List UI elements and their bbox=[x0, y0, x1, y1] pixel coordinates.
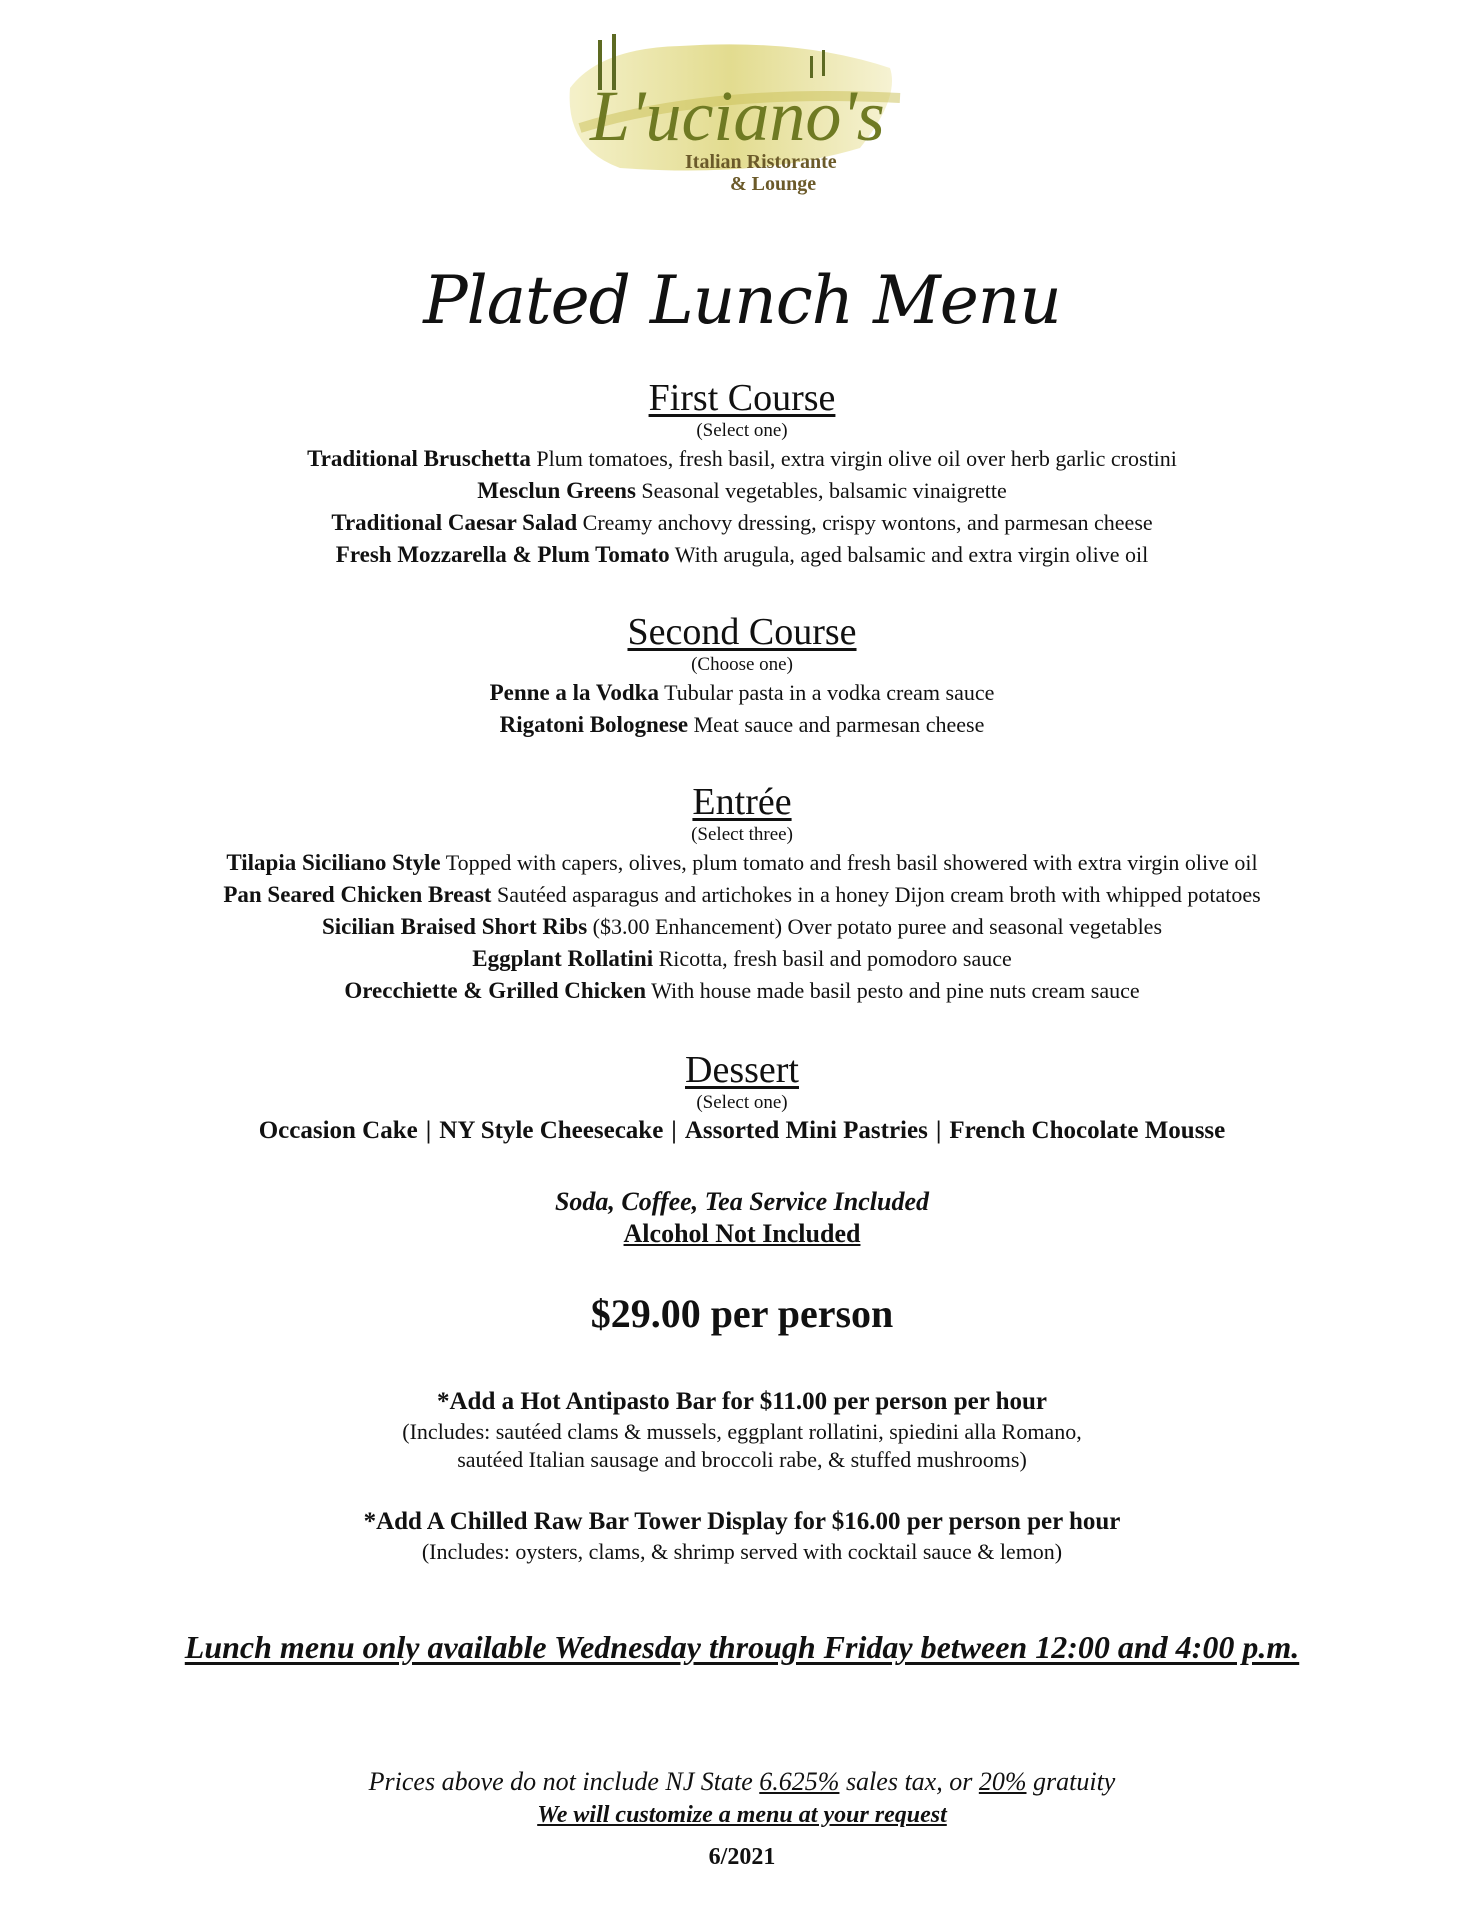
logo-name: L'uciano's bbox=[590, 76, 885, 156]
addon-description: sautéed Italian sausage and broccoli rabe, & stuffed mushrooms) bbox=[457, 1447, 1027, 1472]
dessert-note: (Select one) bbox=[696, 1091, 788, 1113]
entree-heading: Entrée bbox=[692, 781, 792, 823]
customize-note: We will customize a menu at your request bbox=[537, 1802, 947, 1828]
first-course-heading: First Course bbox=[648, 377, 836, 419]
alcohol-note: Alcohol Not Included bbox=[623, 1219, 861, 1248]
restaurant-logo bbox=[560, 28, 940, 208]
tax-text: Prices above do not include NJ State bbox=[368, 1767, 753, 1796]
price-per-person: $29.00 per person bbox=[590, 1291, 894, 1336]
menu-item: Pan Seared Chicken Breast Sautéed asparagus and artichokes in a honey Dijon cream broth with whipped potatoes bbox=[223, 881, 1261, 907]
dessert-item: Occasion Cake bbox=[258, 1116, 418, 1144]
menu-date: 6/2021 bbox=[708, 1844, 776, 1870]
dessert-item: NY Style Cheesecake bbox=[439, 1116, 664, 1144]
dessert-separator: | bbox=[425, 1116, 432, 1144]
dessert-item: French Chocolate Mousse bbox=[949, 1116, 1226, 1144]
logo-line2: & Lounge bbox=[730, 173, 817, 195]
addon-antipasto bbox=[0, 1386, 1484, 1474]
tax-text: gratuity bbox=[1033, 1767, 1116, 1796]
dessert-section bbox=[0, 1050, 1484, 1147]
first-course-note: (Select one) bbox=[696, 419, 788, 441]
entree-section bbox=[0, 782, 1484, 1007]
menu-item: Mesclun Greens Seasonal vegetables, balsamic vinaigrette bbox=[477, 477, 1007, 503]
addon-description: (Includes: sautéed clams & mussels, eggplant rollatini, spiedini alla Romano, bbox=[402, 1419, 1082, 1444]
page-title: Plated Lunch Menu bbox=[423, 262, 1061, 339]
logo-graphic bbox=[560, 28, 940, 208]
addon-title: *Add A Chilled Raw Bar Tower Display for $16.00 per person per hour bbox=[363, 1508, 1121, 1535]
menu-item: Traditional Caesar Salad Creamy anchovy dressing, crispy wontons, and parmesan cheese bbox=[331, 509, 1153, 535]
availability-note: Lunch menu only available Wednesday through Friday between 12:00 and 4:00 p.m. bbox=[184, 1629, 1300, 1665]
logo-line1: Italian Ristorante bbox=[685, 151, 837, 173]
dessert-item: Assorted Mini Pastries bbox=[684, 1116, 928, 1144]
tax-rate: 6.625% bbox=[759, 1767, 840, 1796]
menu-item: Fresh Mozzarella & Plum Tomato With arugula, aged balsamic and extra virgin olive oil bbox=[335, 541, 1149, 567]
second-course-section bbox=[0, 612, 1484, 741]
dessert-heading: Dessert bbox=[685, 1049, 799, 1091]
beverages-included: Soda, Coffee, Tea Service Included bbox=[554, 1187, 930, 1216]
menu-item: Penne a la Vodka Tubular pasta in a vodka cream sauce bbox=[489, 679, 995, 705]
first-course-section bbox=[0, 378, 1484, 571]
entree-note: (Select three) bbox=[691, 823, 793, 845]
dessert-list bbox=[0, 1115, 1484, 1147]
menu-item: Sicilian Braised Short Ribs ($3.00 Enhancement) Over potato puree and seasonal vegetables bbox=[321, 913, 1163, 939]
gratuity-rate: 20% bbox=[978, 1767, 1027, 1796]
menu-item: Eggplant Rollatini Ricotta, fresh basil and pomodoro sauce bbox=[472, 945, 1012, 971]
menu-item: Rigatoni Bolognese Meat sauce and parmesan cheese bbox=[499, 711, 985, 737]
menu-item: Orecchiette & Grilled Chicken With house made basil pesto and pine nuts cream sauce bbox=[344, 977, 1140, 1003]
addon-title: *Add a Hot Antipasto Bar for $11.00 per person per hour bbox=[436, 1388, 1048, 1415]
tax-text: sales tax, or bbox=[845, 1767, 973, 1796]
addon-description: (Includes: oysters, clams, & shrimp served with cocktail sauce & lemon) bbox=[421, 1539, 1063, 1564]
dessert-separator: | bbox=[671, 1116, 677, 1144]
dessert-separator: | bbox=[935, 1116, 942, 1144]
addon-raw-bar bbox=[0, 1506, 1484, 1566]
menu-item: Traditional Bruschetta Plum tomatoes, fresh basil, extra virgin olive oil over herb garlic crostini bbox=[307, 445, 1177, 471]
second-course-heading: Second Course bbox=[627, 611, 857, 653]
menu-item: Tilapia Siciliano Style Topped with capers, olives, plum tomato and fresh basil showered with extra virgin olive oil bbox=[226, 849, 1258, 875]
second-course-note: (Choose one) bbox=[691, 653, 793, 675]
tax-note bbox=[0, 1766, 1484, 1798]
beverages-section bbox=[0, 1186, 1484, 1250]
